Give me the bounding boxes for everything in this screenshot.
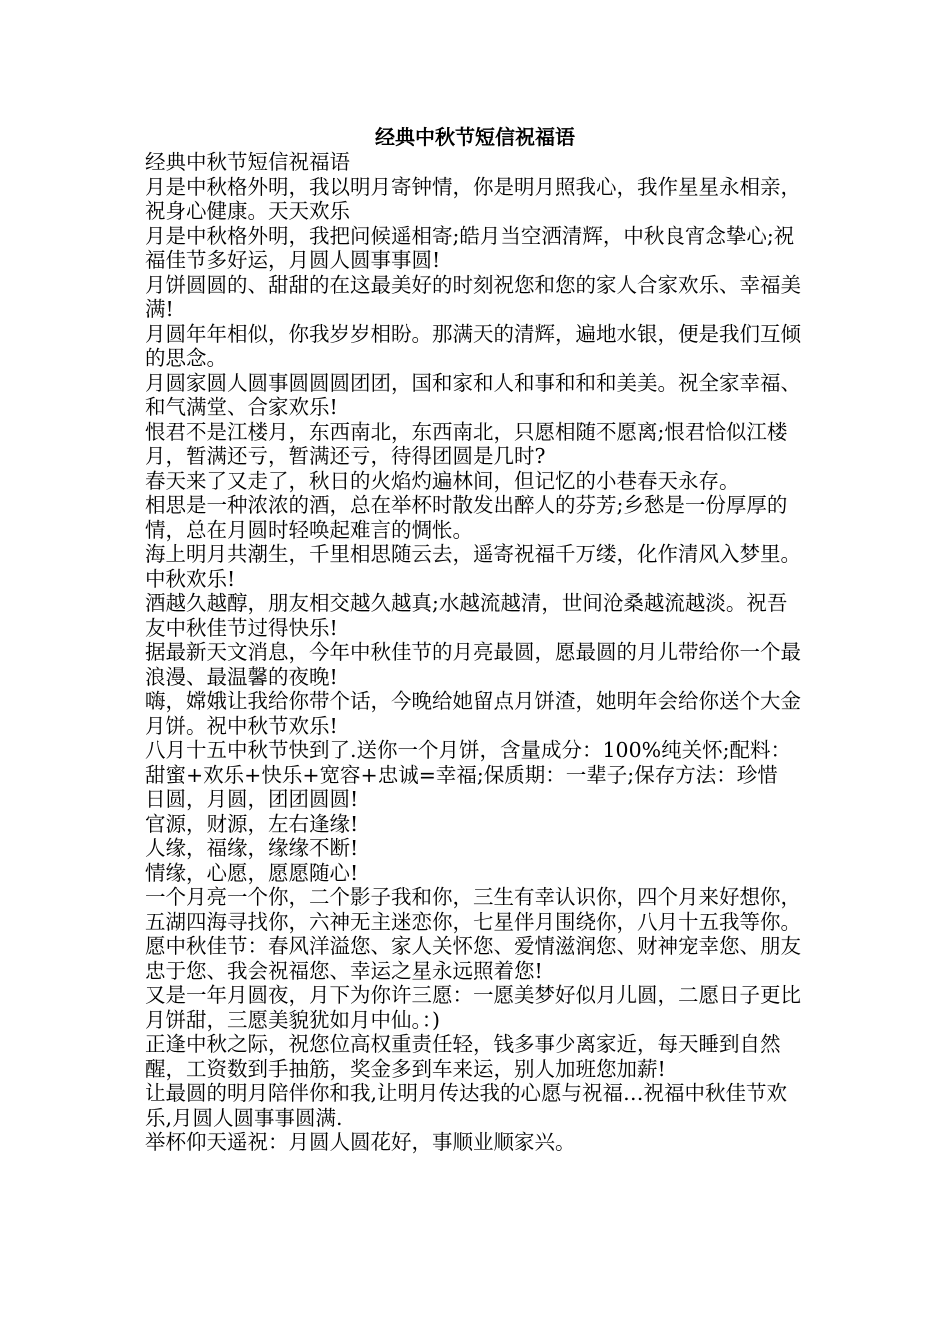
paragraph: 经典中秋节短信祝福语: [145, 150, 350, 174]
paragraph: 海上明月共潮生，千里相思随云去，遥寄祝福千万缕，化作清风入梦里。中秋欢乐!: [145, 542, 801, 591]
paragraph: 相思是一种浓浓的酒，总在举杯时散发出醉人的芬芳;乡愁是一份厚厚的情，总在月圆时轻唤起难言的惆怅。: [145, 493, 788, 542]
paragraph: 月是中秋格外明，我以明月寄钟情，你是明月照我心，我作星星永相亲，祝身心健康。天天欢乐: [145, 174, 801, 223]
paragraph: 情缘，心愿，愿愿随心!: [145, 860, 359, 885]
paragraph: 举杯仰天遥祝：月圆人圆花好，事顺业顺家兴。: [145, 1130, 576, 1154]
paragraph: 嗨，嫦娥让我给你带个话，今晚给她留点月饼渣，她明年会给你送个大金月饼。祝中秋节欢乐!: [145, 689, 801, 738]
paragraph: 月圆年年相似，你我岁岁相盼。那满天的清辉，遍地水银，便是我们互倾的思念。: [145, 321, 801, 370]
paragraph: 春天来了又走了，秋日的火焰灼遍林间，但记忆的小巷春天永存。: [145, 468, 740, 493]
document-body: [145, 150, 805, 1155]
paragraph: 日圆，月圆，团团圆圆!: [145, 787, 359, 811]
paragraph: 愿中秋佳节：春风洋溢您、家人关怀您、爱情滋润您、财神宠幸您、朋友忠于您、我会祝福您、幸运之星永远照着您!: [145, 934, 801, 983]
paragraph: 据最新天文消息，今年中秋佳节的月亮最圆，愿最圆的月儿带给你一个最浪漫、最温馨的夜晚!: [145, 640, 801, 689]
document-title: 经典中秋节短信祝福语: [375, 125, 575, 149]
paragraph: 月饼圆圆的、甜甜的在这最美好的时刻祝您和您的家人合家欢乐、幸福美满!: [145, 272, 801, 321]
paragraph: 正逢中秋之际，祝您位高权重责任轻，钱多事少离家近，每天睡到自然醒，工资数到手抽筋，奖金多到车来运，别人加班您加薪!: [145, 1032, 781, 1081]
paragraph: 恨君不是江楼月，东西南北，东西南北，只愿相随不愿离;恨君恰似江楼月，暂满还亏，暂满还亏，待得团圆是几时?: [145, 419, 788, 468]
paragraph: 酒越久越醇，朋友相交越久越真;水越流越清，世间沧桑越流越淡。祝吾友中秋佳节过得快乐!: [145, 591, 788, 640]
paragraph: 八月十五中秋节快到了.送你一个月饼，含量成分：100%纯关怀;配料：甜蜜+欢乐+快乐+宽容+忠诚=幸福;保质期：一辈子;保存方法：珍惜: [145, 738, 792, 787]
paragraph: 官源，财源，左右逢缘!: [145, 811, 359, 836]
paragraph: 一个月亮一个你，二个影子我和你，三生有幸认识你，四个月来好想你，五湖四海寻找你，六神无主迷恋你，七星伴月围绕你，八月十五我等你。: [145, 885, 801, 934]
paragraph: 月圆家圆人圆事圆圆圆团团，国和家和人和事和和和美美。祝全家幸福、和气满堂、合家欢乐!: [145, 370, 801, 419]
paragraph: 人缘，福缘，缘缘不断!: [145, 836, 359, 860]
paragraph: 月是中秋格外明，我把问候遥相寄;皓月当空洒清辉，中秋良宵念挚心;祝福佳节多好运，月圆人圆事事圆!: [145, 223, 795, 272]
paragraph: 又是一年月圆夜，月下为你许三愿：一愿美梦好似月儿圆，二愿日子更比月饼甜，三愿美貌犹如月中仙。：): [145, 983, 801, 1032]
paragraph: 让最圆的明月陪伴你和我,让明月传达我的心愿与祝福…祝福中秋佳节欢乐,月圆人圆事事圆满.: [145, 1081, 788, 1130]
